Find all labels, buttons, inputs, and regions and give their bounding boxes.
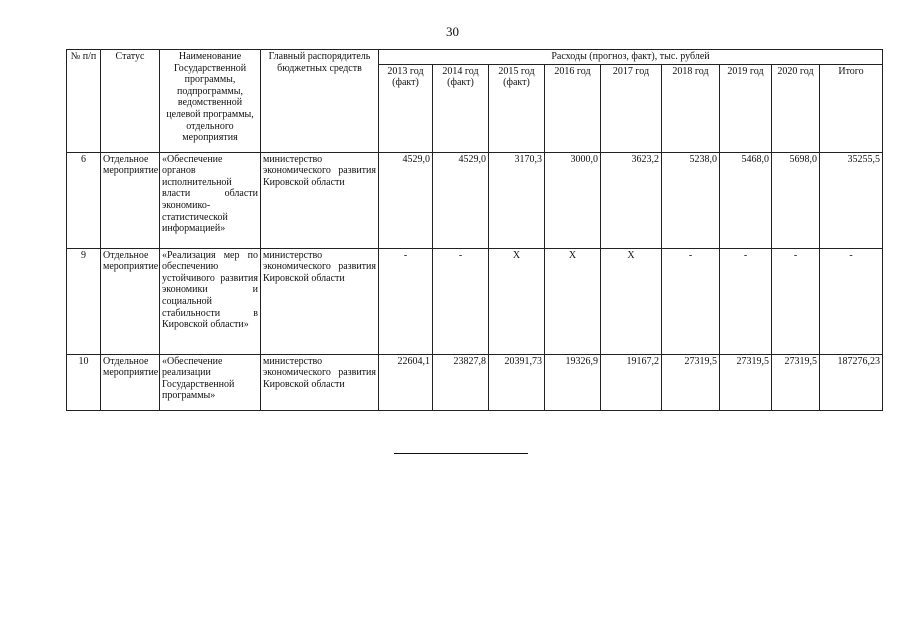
page-number: 30 bbox=[446, 24, 459, 39]
value-2019: 27319,5 bbox=[720, 354, 772, 410]
header-year-2017: 2017 год bbox=[601, 64, 662, 152]
header-year-2016: 2016 год bbox=[545, 64, 601, 152]
row-admin: министерство экономического развития Кировской области bbox=[261, 354, 379, 410]
header-name: Наименование Государственной программы, подпрограммы, ведомственной целевой программы, отдельного мероприятия bbox=[160, 50, 261, 153]
value-2013: 4529,0 bbox=[379, 152, 433, 248]
value-2018: 27319,5 bbox=[662, 354, 720, 410]
header-admin: Главный распорядитель бюджетных средств bbox=[261, 50, 379, 153]
value-2017: X bbox=[601, 248, 662, 354]
header-year-2019: 2019 год bbox=[720, 64, 772, 152]
header-year-2015: 2015 год (факт) bbox=[489, 64, 545, 152]
value-total: 187276,23 bbox=[820, 354, 883, 410]
table-row bbox=[67, 354, 883, 410]
value-2014: 23827,8 bbox=[433, 354, 489, 410]
header-year-2020: 2020 год bbox=[772, 64, 820, 152]
value-2013: 22604,1 bbox=[379, 354, 433, 410]
value-2018: 5238,0 bbox=[662, 152, 720, 248]
value-2014: - bbox=[433, 248, 489, 354]
row-name: «Обеспечение реализации Государственной программы» bbox=[160, 354, 261, 410]
header-year-2013: 2013 год (факт) bbox=[379, 64, 433, 152]
value-2017: 3623,2 bbox=[601, 152, 662, 248]
header-year-2014: 2014 год (факт) bbox=[433, 64, 489, 152]
value-2016: X bbox=[545, 248, 601, 354]
header-total: Итого bbox=[820, 64, 883, 152]
table-row bbox=[67, 152, 883, 248]
header-status: Статус bbox=[101, 50, 160, 153]
header-year-2018: 2018 год bbox=[662, 64, 720, 152]
table-row bbox=[67, 248, 883, 354]
value-2020: 27319,5 bbox=[772, 354, 820, 410]
value-2013: - bbox=[379, 248, 433, 354]
row-admin: министерство экономического развития Кировской области bbox=[261, 248, 379, 354]
value-total: - bbox=[820, 248, 883, 354]
separator-line bbox=[394, 453, 528, 454]
header-expenses: Расходы (прогноз, факт), тыс. рублей bbox=[379, 50, 883, 65]
row-status: Отдельное мероприятие bbox=[101, 354, 160, 410]
budget-table bbox=[66, 49, 883, 411]
value-2019: 5468,0 bbox=[720, 152, 772, 248]
row-status: Отдельное мероприятие bbox=[101, 248, 160, 354]
row-name: «Обеспечение органов исполнительной власти области экономико-статистической информацией» bbox=[160, 152, 261, 248]
value-2018: - bbox=[662, 248, 720, 354]
value-2020: - bbox=[772, 248, 820, 354]
value-total: 35255,5 bbox=[820, 152, 883, 248]
value-2015: X bbox=[489, 248, 545, 354]
value-2020: 5698,0 bbox=[772, 152, 820, 248]
row-status: Отдельное мероприятие bbox=[101, 152, 160, 248]
value-2016: 19326,9 bbox=[545, 354, 601, 410]
row-num: 6 bbox=[67, 152, 101, 248]
value-2017: 19167,2 bbox=[601, 354, 662, 410]
row-admin: министерство экономического развития Кировской области bbox=[261, 152, 379, 248]
row-num: 10 bbox=[67, 354, 101, 410]
value-2016: 3000,0 bbox=[545, 152, 601, 248]
header-num: № п/п bbox=[67, 50, 101, 153]
value-2019: - bbox=[720, 248, 772, 354]
value-2015: 3170,3 bbox=[489, 152, 545, 248]
value-2015: 20391,73 bbox=[489, 354, 545, 410]
row-name: «Реализация мер по обеспечению устойчивого развития экономики и социальной стабильности в Кировской области» bbox=[160, 248, 261, 354]
value-2014: 4529,0 bbox=[433, 152, 489, 248]
row-num: 9 bbox=[67, 248, 101, 354]
